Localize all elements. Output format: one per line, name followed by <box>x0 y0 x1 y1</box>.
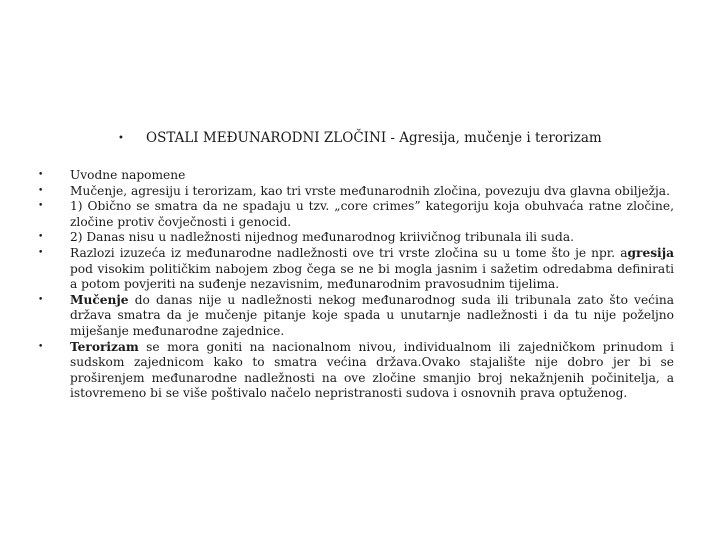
list-item <box>38 340 674 402</box>
title-row <box>118 130 602 146</box>
list-item-text: do danas nije u nadležnosti nekog međunarodnog suda ili tribunala zato što većina država smatra da je mučenje pitanje koje spada u unutarnje nadležnosti i da tu nije poželjno miješanje međunarodne zajednice. <box>70 292 674 338</box>
bullet-icon: • <box>38 294 44 305</box>
bullet-icon: • <box>38 232 44 243</box>
bold-term: Mučenje <box>70 292 129 307</box>
slide-title: OSTALI MEĐUNARODNI ZLOČINI - Agresija, mučenje i terorizam <box>146 130 602 146</box>
list-item <box>38 168 674 184</box>
list-item <box>38 246 674 293</box>
list-item-text: Razlozi izuzeća iz međunarodne nadležnosti ove tri vrste zločina su u tome što je npr. a <box>70 245 628 260</box>
bullet-icon: • <box>38 185 44 196</box>
list-item <box>38 199 674 230</box>
bullet-icon: • <box>118 133 124 144</box>
bullet-icon: • <box>38 247 44 258</box>
list-item <box>38 293 674 340</box>
list-item-text: 1) Obično se smatra da ne spadaju u tzv. „core crimes” kategoriju koja obuhvaća ratne zločine, zločine protiv čovječnosti i genocid. <box>70 199 674 229</box>
bullet-list <box>38 168 674 402</box>
list-item <box>38 230 674 246</box>
list-item <box>38 184 674 200</box>
list-item-text: Mučenje, agresiju i terorizam, kao tri vrste međunarodnih zločina, povezuju dva glavna obilježja. <box>70 183 670 198</box>
list-item-text: 2) Danas nisu u nadležnosti nijednog međunarodnog kriivičnog tribunala ili suda. <box>70 230 574 245</box>
bullet-icon: • <box>38 170 44 180</box>
list-item-text: pod visokim političkim nabojem zbog čega se ne bi mogla jasnim i sažetim odredabma definirati a potom povjeriti na suđenje nezavisnim, međunarodnim pravosudnim tijelima. <box>70 261 674 292</box>
list-item-text: Uvodne napomene <box>70 168 186 182</box>
bullet-icon: • <box>38 341 44 352</box>
list-item-text: se mora goniti na nacionalnom nivou, individualnom ili zajedničkom prinudom i sudskom zajednicom kako to smatra većina država.Ovako stajalište nije dobro jer bi se proširenjem međunarodne nadležnosti na ove zločine smanjio broj nekažnjenih počinitelja, a istovremeno bi se više poštivalo načelo nepristranosti sudova i osnovnih prava optuženog. <box>70 339 674 401</box>
bold-term: gresija <box>627 245 674 260</box>
bullet-icon: • <box>38 201 44 212</box>
bold-term: Terorizam <box>70 339 139 354</box>
